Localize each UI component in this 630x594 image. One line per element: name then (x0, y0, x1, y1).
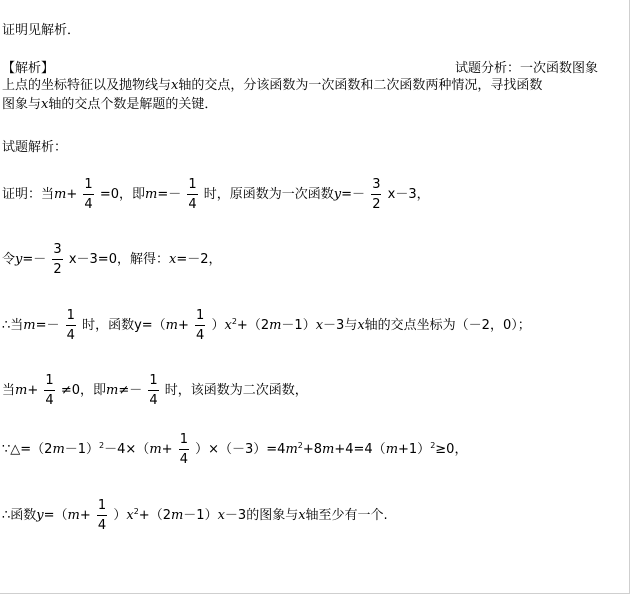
step-5: $\because\triangle=(2m-1)^2-4\times(m+$ $\frac{1}{4}$ ）$\times(-3)=4m^2+8m+4=4(m+1)^2\ge 0$， (2, 432, 468, 467)
fraction-1-4: $\frac{1}{4}$ (97, 498, 107, 533)
fraction-1-4: $\frac{1}{4}$ (149, 373, 158, 408)
fraction-1-4: $\frac{1}{4}$ (84, 177, 93, 212)
analysis-line-3: 图象与x轴的交点个数是解题的关键． (2, 97, 218, 112)
analysis-line-2: 上点的坐标特征以及抛物线与x轴的交点，分该函数为一次函数和二次函数两种情况，寻找函数 (2, 78, 543, 93)
analysis-tag: 【解析】 (2, 61, 55, 76)
fraction-1-4: $\frac{1}{4}$ (188, 177, 197, 212)
fraction-1-4: $\frac{1}{4}$ (196, 308, 205, 343)
fraction-3-2: $\frac{3}{2}$ (372, 177, 381, 212)
step-2: 令y=－ $\frac{3}{2}$ x－3=0，解得：x=－2， (2, 242, 222, 277)
step-1: 证明：当m+ $\frac{1}{4}$ =0，即m=－ $\frac{1}{4}$ 时，原函数为一次函数y=－ $\frac{3}{2}$ x－3， (2, 177, 430, 212)
step-3: ∴当m=－ $\frac{1}{4}$ 时，函数y=（m+ $\frac{1}{4}$ ）$x^2+(2m-1)x-3$与x轴的交点坐标为（－2，0）； (2, 308, 531, 343)
analysis-heading: 试题分析：一次函数图象 (455, 61, 599, 76)
fraction-1-4: $\frac{1}{4}$ (179, 432, 188, 467)
step-4: 当m+ $\frac{1}{4}$ ≠0，即m≠－ $\frac{1}{4}$ 时，该函数为二次函数， (2, 373, 308, 408)
answer-text: 证明见解析． (2, 23, 81, 38)
solution-title: 试题解析： (2, 140, 68, 155)
step-6: ∴函数y=（m+ $\frac{1}{4}$ ）$x^2+(2m-1)x-3$的图象与x轴至少有一个. (2, 498, 388, 533)
fraction-3-2: $\frac{3}{2}$ (53, 242, 62, 277)
fraction-1-4: $\frac{1}{4}$ (45, 373, 54, 408)
fraction-1-4: $\frac{1}{4}$ (66, 308, 75, 343)
